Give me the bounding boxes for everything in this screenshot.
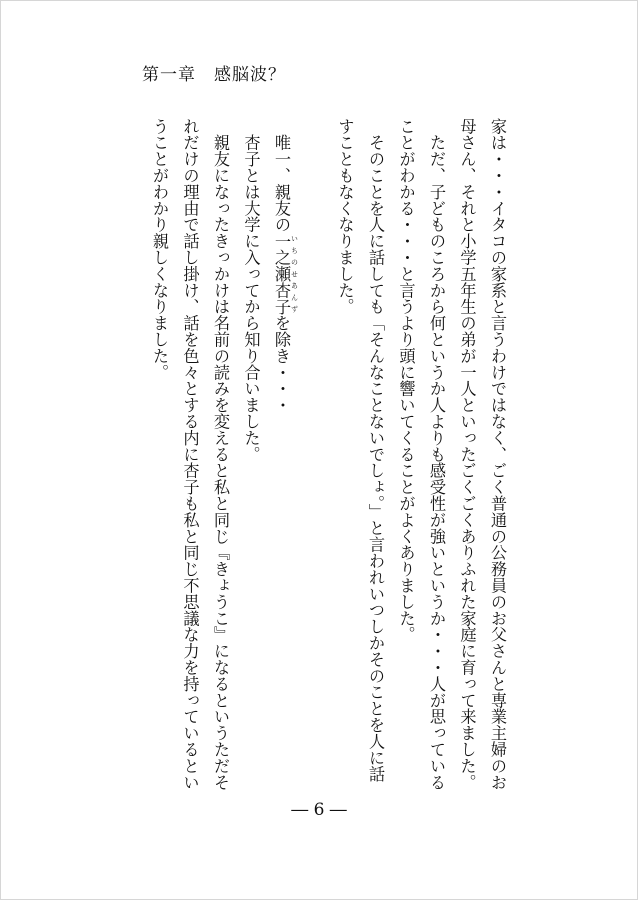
page-number: ― 6 ―	[291, 800, 347, 820]
paragraph-1: 家は・・・イタコの家系と言うわけではなく、ごく普通の公務員のお父さんと専業主婦のお母さん、それと小学五年生の弟が一人といったごくごくありふれた家庭に育って来ました。	[457, 118, 507, 791]
body-text	[144, 118, 513, 798]
paragraph-3: そのことを人に話しても「そんなことないでしょ。」と言われいつしかそのことを人に話すこともなくなりました。	[335, 118, 385, 783]
name-ruby-reading: いちのせあんず	[290, 232, 299, 315]
paragraph-4: 唯一、親友の一之瀬杏子 いちのせあんずを除き・・・	[272, 118, 299, 414]
paragraph-5: 杏子とは大学に入ってから知り合いました。	[241, 118, 261, 463]
name-ruby: 一之瀬杏子 いちのせあんず	[272, 232, 299, 315]
paragraph-6: 親友になったきっかけは名前の読みを変えると私と同じ『きょうこ』になるというただそれだけの理由で話し掛け、話を色々とする内に杏子も私と同じ不思議な力を持っているということがわかり親しくなりました。	[150, 118, 230, 791]
chapter-title: 第一章 感脳波？	[142, 65, 286, 85]
paragraph-2: ただ、子どものころから何というか人よりも感受性が強いというか・・・人が思っていることがわかる・・・と言うより頭に響いてくることがよくありました。	[396, 118, 446, 791]
blank-line	[299, 118, 330, 798]
